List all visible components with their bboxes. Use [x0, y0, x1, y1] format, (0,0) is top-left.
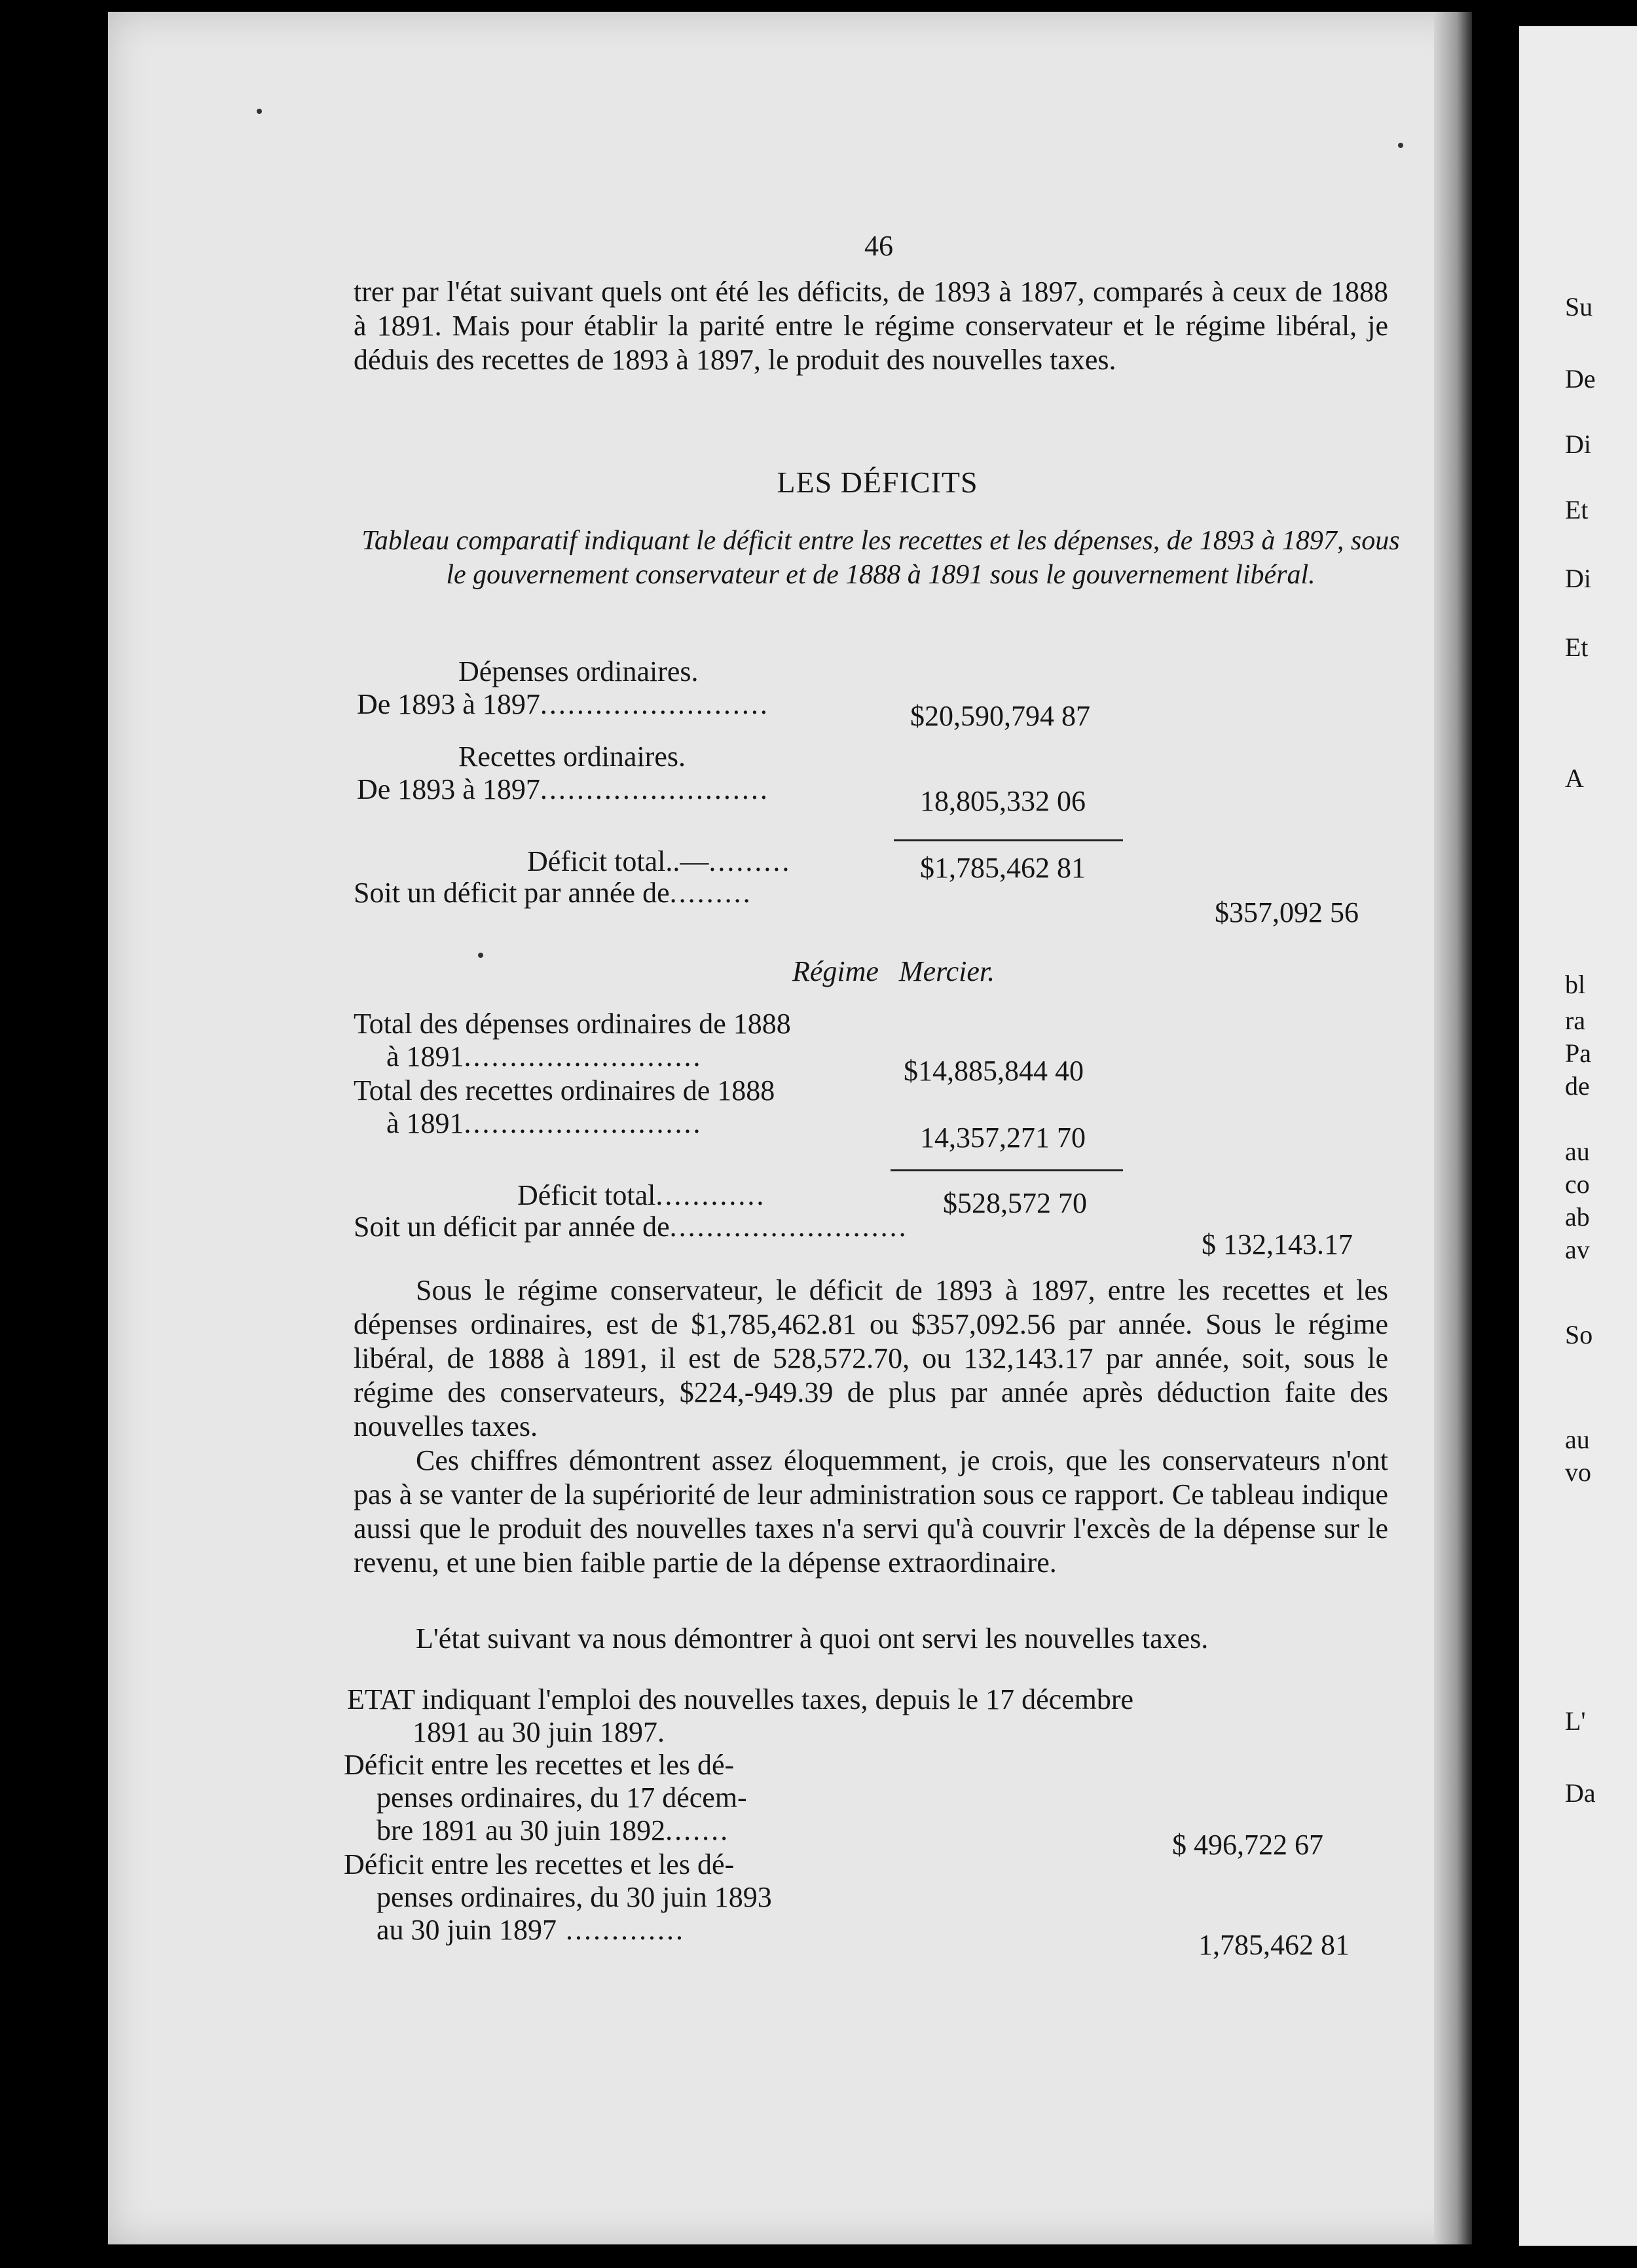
adjacent-page-text: Pa [1565, 1038, 1591, 1068]
etat-item1-line2: penses ordinaires, du 17 décem- [377, 1782, 747, 1814]
summary-paragraph: Sous le régime conservateur, le déficit de 1893 à 1897, entre les recettes et les dépenses ordinaires, est de $1,785,462.81 ou $357,092.56 par année. Sous le régime libéral, de 1888 à 1891, il est de 528,572.70, ou 132,143.17 par année, soit, sous le régime des conservateurs, $224,-949.39 de plus par année après déduction faite des nouvelles taxes. [354, 1274, 1388, 1442]
adjacent-page-text: ra [1565, 1006, 1586, 1035]
figures-paragraph: Ces chiffres démontrent assez éloquemment, je crois, que les conservateurs n'ont pas à se vanter de la supériorité de leur administration sous ce rapport. Ce tableau indique aussi que le produit des nouvelles taxes n'a servi qu'à couvrir l'excès de la dépense sur le revenu, et une bien faible partie de la dépense extraordinaire. [354, 1444, 1388, 1579]
sum-rule [894, 839, 1123, 841]
etat-item2-line2: penses ordinaires, du 30 juin 1893 [377, 1881, 772, 1913]
mercier-receipts-line1: Total des recettes ordinaires de 1888 [354, 1074, 775, 1107]
receipts-row-label: De 1893 à 1897......................... [357, 773, 769, 805]
deficit-total-label: Déficit total..—......... [527, 845, 792, 877]
page-number: 46 [864, 230, 893, 262]
adjacent-page-text: vo [1565, 1457, 1591, 1487]
etat-title-line2: 1891 au 30 juin 1897. [413, 1716, 665, 1748]
table-caption: Tableau comparatif indiquant le déficit entre les recettes et les dépenses, de 1893 à 1897, sous le gouvernement conservateur et de 1888 à 1891 sous le gouvernement libéral. [361, 526, 1400, 590]
adjacent-page-text: De [1565, 364, 1596, 393]
page-edge-shadow [1434, 12, 1472, 2244]
mercier-per-year-label: Soit un déficit par année de.......................... [354, 1211, 908, 1243]
paper-speck [1398, 143, 1403, 148]
mercier-deficit-total-amount: $528,572 70 [943, 1187, 1087, 1219]
book-gutter [1472, 0, 1519, 2268]
mercier-deficit-total-label: Déficit total............ [517, 1179, 766, 1211]
adjacent-page-text: au [1565, 1425, 1590, 1454]
adjacent-page-text: Et [1565, 495, 1589, 524]
etat-title-line1: ETAT indiquant l'emploi des nouvelles taxes, depuis le 17 décembre [347, 1683, 1134, 1715]
mercier-heading: Régime Mercier. [792, 955, 995, 987]
next-statement-paragraph: L'état suivant va nous démontrer à quoi ont servi les nouvelles taxes. [416, 1622, 1209, 1655]
adjacent-page-text: de [1565, 1071, 1590, 1101]
adjacent-page-text: A [1565, 763, 1584, 793]
deficit-per-year-amount: $357,092 56 [1215, 896, 1359, 928]
adjacent-page-text: Di [1565, 430, 1591, 459]
receipts-heading: Recettes ordinaires. [458, 741, 686, 773]
mercier-expenses-amount: $14,885,844 40 [904, 1055, 1084, 1087]
mercier-receipts-line2: à 1891.......................... [386, 1107, 703, 1139]
adjacent-page-text: Su [1565, 292, 1593, 321]
intro-paragraph: trer par l'état suivant quels ont été les déficits, de 1893 à 1897, comparés à ceux de 1888 à 1891. Mais pour établir la parité entre le régime conservateur et le régime libéral, je déduis des recettes de 1893 à 1897, le produit des nouvelles taxes. [354, 276, 1388, 376]
etat-item1-amount: $ 496,722 67 [1172, 1829, 1323, 1861]
etat-item1-line1: Déficit entre les recettes et les dé- [344, 1749, 735, 1781]
etat-item2-line3: au 30 juin 1897 ............. [377, 1914, 685, 1946]
adjacent-page-text: bl [1565, 970, 1586, 999]
receipts-amount: 18,805,332 06 [920, 785, 1086, 817]
adjacent-page-text: So [1565, 1320, 1593, 1349]
adjacent-page-text: ab [1565, 1202, 1590, 1232]
etat-item1-line3: bre 1891 au 30 juin 1892....... [377, 1814, 730, 1846]
expenses-row-label: De 1893 à 1897......................... [357, 688, 769, 720]
etat-item2-line1: Déficit entre les recettes et les dé- [344, 1848, 735, 1880]
deficit-total-amount: $1,785,462 81 [920, 852, 1086, 884]
deficit-per-year-label: Soit un déficit par année de......... [354, 877, 752, 909]
adjacent-page-text: Di [1565, 564, 1591, 593]
paper-speck [257, 109, 262, 114]
mercier-sum-rule [891, 1169, 1123, 1171]
expenses-heading: Dépenses ordinaires. [458, 655, 699, 687]
adjacent-page-text: Da [1565, 1778, 1596, 1808]
adjacent-page-text: au [1565, 1137, 1590, 1166]
paper-speck [478, 953, 483, 958]
adjacent-page-text: co [1565, 1169, 1590, 1199]
mercier-receipts-amount: 14,357,271 70 [920, 1122, 1086, 1154]
section-title: LES DÉFICITS [777, 466, 978, 499]
mercier-expenses-line1: Total des dépenses ordinaires de 1888 [354, 1008, 791, 1040]
mercier-per-year-amount: $ 132,143.17 [1202, 1228, 1353, 1260]
adjacent-page-text: L' [1565, 1706, 1586, 1736]
adjacent-page-text: av [1565, 1235, 1590, 1264]
adjacent-page-text: Et [1565, 632, 1589, 662]
mercier-expenses-line2: à 1891.......................... [386, 1040, 703, 1072]
etat-item2-amount: 1,785,462 81 [1198, 1929, 1350, 1961]
expenses-amount: $20,590,794 87 [910, 700, 1090, 732]
adjacent-page-fragment [1519, 26, 1637, 2246]
